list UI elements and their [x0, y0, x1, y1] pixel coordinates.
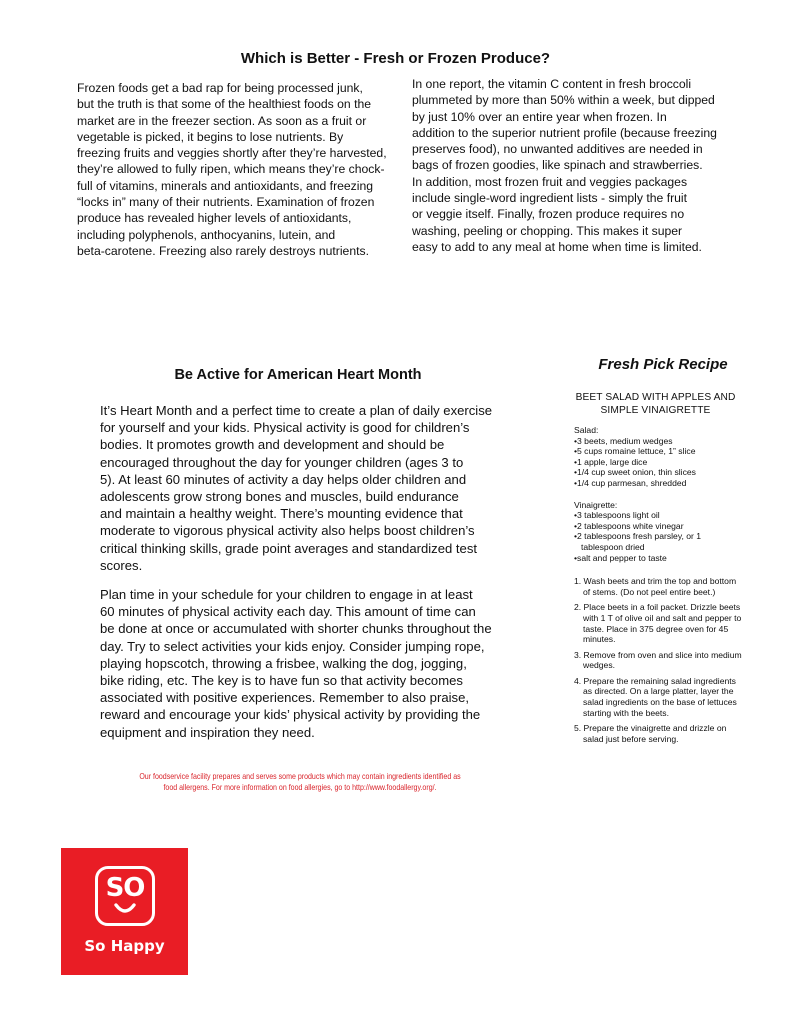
recipe-body: [574, 425, 742, 749]
fresh-frozen-left-line: freezing fruits and veggies shortly after they’re harvested,: [77, 146, 387, 161]
recipe-step: 2. Place beets in a foil packet. Drizzle beets with 1 T of olive oil and salt and pepper to taste. Place in 375 degree oven for 45 minutes.: [574, 602, 742, 645]
fresh-frozen-right-line: bags of frozen goodies, like spinach and strawberries.: [412, 158, 703, 173]
heart-p1-line: for yourself and your kids. Physical activity is good for children’s: [100, 420, 470, 436]
allergy-line: food allergens. For more information on food allergies, go to http://www.foodallergy.org/.: [163, 783, 437, 792]
fresh-frozen-left-line: market are in the freezer section. As soon as a fruit or: [77, 113, 367, 128]
recipe-steps: [574, 576, 742, 744]
heart-p2-line: 60 minutes of physical activity each day. This amount of time can: [100, 604, 476, 620]
fresh-frozen-left-line: full of vitamins, minerals and antioxidants, and freezing: [77, 178, 374, 193]
vinaigrette-heading: Vinaigrette:: [574, 499, 618, 510]
vinaigrette-ingredients: [574, 510, 742, 563]
fresh-frozen-left-column: [77, 80, 397, 259]
allergy-notice: [137, 771, 464, 793]
fresh-frozen-left-line: they’re allowed to fully ripen, which means they’re chock-: [77, 162, 385, 177]
fresh-frozen-right-line: easy to add to any meal at home when time is limited.: [412, 239, 702, 254]
fresh-frozen-right-column: [412, 76, 718, 255]
recipe-step: 4. Prepare the remaining salad ingredients as directed. On a large platter, layer the salad ingredients on the base of lettuces starting with the beets.: [574, 675, 737, 718]
salad-ingredients: [574, 436, 742, 489]
heart-p2-line: playing hopscotch, throwing a frisbee, walking the dog, jogging,: [100, 655, 467, 671]
recipe-section-title: Fresh Pick Recipe: [598, 356, 728, 373]
recipe-step: 3. Remove from oven and slice into medium wedges.: [574, 649, 742, 671]
heart-month-body: [100, 402, 512, 753]
heart-p2-line: Plan time in your schedule for your children to engage in at least: [100, 587, 473, 603]
heart-p1-line: adolescents grow strong bones and muscles, build endurance: [100, 489, 459, 505]
fresh-frozen-right-line: or veggie itself. Finally, frozen produce requires no: [412, 207, 685, 222]
salad-ingredient: • 5 cups romaine lettuce, 1” slice: [574, 446, 742, 457]
recipe-name: [568, 392, 743, 417]
logo-mark: SO: [105, 873, 145, 903]
salad-ingredient: • 1 apple, large dice: [574, 457, 742, 468]
heart-p1-line: encouraged throughout the day for younger children (ages 3 to: [100, 454, 464, 470]
heart-p2-line: day. Try to select activities your kids enjoy. Consider jumping rope,: [100, 638, 485, 654]
heart-p1-line: moderate to vigorous physical activity also helps boost children’s: [100, 523, 475, 539]
recipe-step: 1. Wash beets and trim the top and bottom of stems. (Do not peel entire beet.): [574, 576, 737, 597]
heart-p2-line: equipment and inspiration they need.: [100, 724, 315, 740]
smile-icon: [114, 903, 136, 915]
fresh-frozen-left-line: beta-carotene. Freezing also rarely destroys nutrients.: [77, 243, 369, 258]
fresh-frozen-left-line: vegetable is picked, it begins to lose nutrients. By: [77, 129, 344, 144]
fresh-frozen-left-line: but the truth is that some of the healthiest foods on the: [77, 97, 372, 112]
so-happy-logo: [61, 848, 188, 975]
heart-paragraph-1: [100, 402, 512, 574]
recipe-name-line: SIMPLE VINAIGRETTE: [600, 404, 711, 416]
fresh-frozen-left-line: produce has revealed higher levels of antioxidants,: [77, 211, 352, 226]
vinaigrette-ingredient: • 2 tablespoons white vinegar: [574, 521, 742, 532]
heart-p1-line: It’s Heart Month and a perfect time to create a plan of daily exercise: [100, 403, 493, 418]
salad-ingredient: • 1/4 cup sweet onion, thin slices: [574, 467, 742, 478]
fresh-frozen-left-line: “locks in” many of their nutrients. Examination of frozen: [77, 195, 375, 210]
fresh-frozen-left-line: Frozen foods get a bad rap for being processed junk,: [77, 81, 363, 95]
salad-heading: Salad:: [574, 425, 599, 435]
heart-p1-line: critical thinking skills, grade point averages and standardized test: [100, 540, 478, 556]
heart-p2-line: associated with positive experiences. Remember to also praise,: [100, 690, 469, 706]
heart-p2-line: be done at once or accumulated with shorter chunks throughout the: [100, 621, 492, 637]
heart-p1-line: bodies. It promotes growth and development and should be: [100, 437, 445, 453]
salad-ingredient: • 1/4 cup parmesan, shredded: [574, 478, 742, 489]
fresh-frozen-right-line: include single-word ingredient lists - simply the fruit: [412, 191, 688, 206]
heart-p1-line: and maintain a healthy weight. There’s mounting evidence that: [100, 506, 463, 522]
fresh-frozen-right-line: washing, peeling or chopping. This makes it super: [412, 223, 683, 238]
heart-p2-line: bike riding, etc. The key is to have fun so that activity becomes: [100, 673, 463, 689]
logo-text: So Happy: [84, 937, 165, 955]
heart-paragraph-2: [100, 586, 512, 741]
vinaigrette-ingredient: • salt and pepper to taste: [574, 553, 742, 564]
salad-ingredient: • 3 beets, medium wedges: [574, 436, 742, 447]
fresh-frozen-right-line: preserves food), no unwanted additives are needed in: [412, 142, 703, 157]
vinaigrette-ingredient: • 3 tablespoons light oil: [574, 510, 742, 521]
fresh-frozen-right-line: plummeted by more than 50% within a week, but dipped: [412, 93, 715, 108]
fresh-frozen-title: Which is Better - Fresh or Frozen Produce?: [240, 50, 551, 67]
recipe-name-line: BEET SALAD WITH APPLES AND: [575, 392, 736, 403]
allergy-line: Our foodservice facility prepares and serves some products which may contain ingredients identified as: [139, 772, 461, 781]
fresh-frozen-right-line: addition to the superior nutrient profile (because freezing: [412, 125, 717, 140]
heart-p2-line: reward and encourage your kids’ physical activity by providing the: [100, 707, 481, 723]
recipe-step: 5. Prepare the vinaigrette and drizzle on salad just before serving.: [574, 723, 727, 744]
fresh-frozen-left-line: including polyphenols, anthocyanins, lutein, and: [77, 227, 336, 242]
vinaigrette-ingredient: • 2 tablespoons fresh parsley, or 1 tablespoon dried: [574, 531, 742, 552]
heart-month-title: Be Active for American Heart Month: [174, 367, 422, 383]
fresh-frozen-right-line: In one report, the vitamin C content in fresh broccoli: [412, 77, 692, 91]
heart-p1-line: scores.: [100, 557, 143, 573]
fresh-frozen-right-line: by just 10% over an entire year when frozen. In: [412, 109, 667, 124]
fresh-frozen-right-line: In addition, most frozen fruit and veggies packages: [412, 174, 688, 189]
logo-badge: [95, 866, 155, 926]
heart-p1-line: 5). At least 60 minutes of activity a day helps older children and: [100, 471, 467, 487]
